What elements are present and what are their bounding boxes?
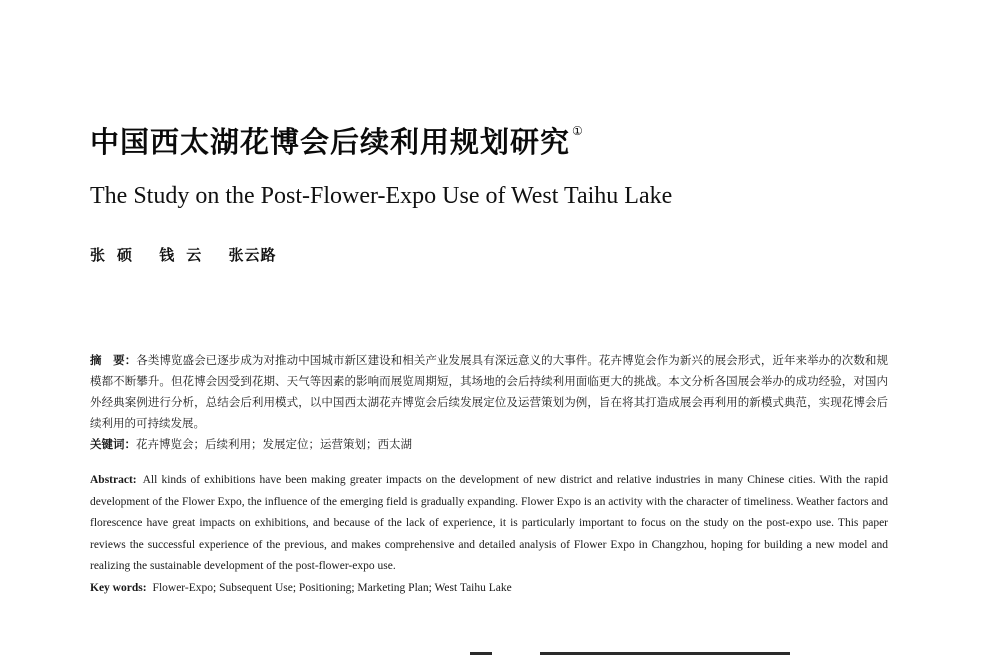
chinese-title-text: 中国西太湖花博会后续利用规划研究 — [90, 125, 571, 159]
chinese-keywords-text: 花卉博览会；后续利用；发展定位；运营策划；西太湖 — [136, 437, 412, 451]
english-keywords — [90, 578, 888, 600]
author-list — [90, 244, 277, 265]
chinese-abstract-block — [90, 350, 888, 455]
chinese-keywords — [90, 434, 888, 455]
chinese-abstract-label: 摘 要： — [90, 353, 137, 367]
author-name: 张云路 — [228, 246, 277, 264]
english-title: The Study on the Post-Flower-Expo Use of West Taihu Lake — [90, 183, 673, 209]
english-abstract-label: Abstract: — [90, 474, 137, 486]
english-keywords-text: Flower-Expo; Subsequent Use; Positioning; Marketing Plan; West Taihu Lake — [152, 581, 512, 594]
cropped-heading-fragment — [470, 652, 800, 664]
author-name: 钱云 — [159, 246, 214, 264]
english-abstract-text: All kinds of exhibitions have been making greater impacts on the development of new district and relative industries in many Chinese cities. With the rapid development of the Flower Expo, the influence of the emerging field is gradually expanding. Flower Expo is an activity with the character of timeliness. Weather factors and florescence have great impacts on exhibitions, and because of the lack of experience, it is particularly important to focus on the study on the post-expo use. This paper reviews the successful experience of the previous, and makes comprehensive and detailed analysis of Flower Expo in Changzhou, hoping for building a new model and realizing the sustainable development of the post-flower-expo use. — [90, 474, 888, 572]
title-footnote-mark: ① — [572, 124, 584, 139]
chinese-keywords-label: 关键词： — [90, 437, 136, 451]
cropped-glyph-stroke — [470, 652, 492, 655]
cropped-glyph-stroke — [540, 652, 790, 655]
english-keywords-label: Key words: — [90, 581, 147, 594]
chinese-abstract-text: 各类博览盛会已逐步成为对推动中国城市新区建设和相关产业发展具有深远意义的大事件。花卉博览会作为新兴的展会形式，近年来举办的次数和规模都不断攀升。但花博会因受到花期、天气等因素的影响而展览周期短，其场地的会后持续利用面临更大的挑战。本文分析各国展会举办的成功经验，对国内外经典案例进行分析，总结会后利用模式，以中国西太湖花卉博览会后续发展定位及运营策划为例，旨在将其打造成展会再利用的新模式典范，实现花博会后续利用的可持续发展。 — [90, 353, 888, 430]
author-name: 张硕 — [90, 246, 145, 264]
english-abstract-block — [90, 470, 888, 599]
chinese-title — [90, 120, 584, 161]
english-abstract — [90, 470, 888, 578]
chinese-abstract — [90, 350, 888, 434]
